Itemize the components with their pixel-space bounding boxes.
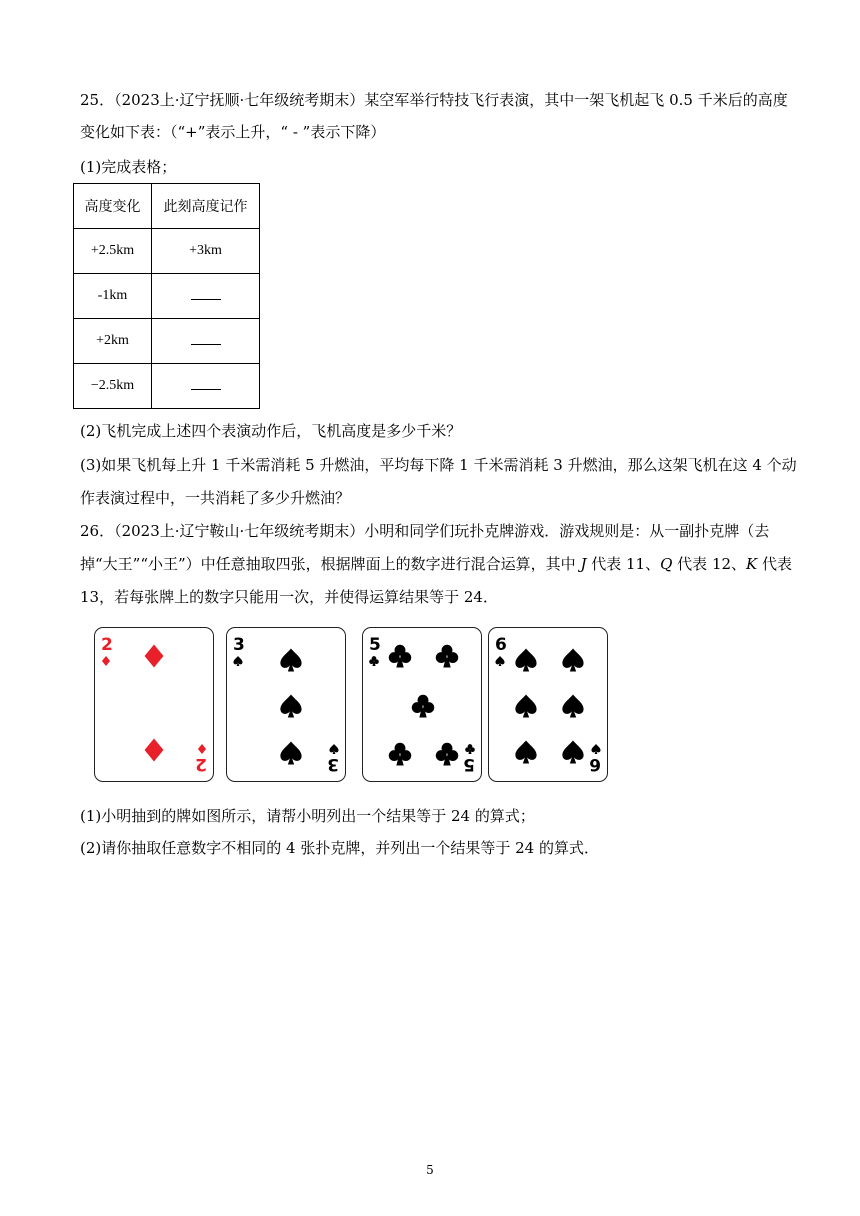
diamond-icon <box>198 744 206 754</box>
club-pip-icon <box>436 645 458 668</box>
card-rank-bottom: 5 <box>463 754 475 774</box>
spade-pip-icon <box>515 740 536 763</box>
cell-change: -1km <box>74 274 152 319</box>
q26-stem-line1: 26．（2023上·辽宁鞍山·七年级统考期末）小明和同学们玩扑克牌游戏．游戏规则是：从一副扑克牌（去 <box>80 522 770 540</box>
letter-j: J <box>580 555 587 573</box>
card-6-spades <box>488 627 608 782</box>
q26-stem-line3: 13，若每张牌上的数字只能用一次，并使得运算结果等于 24． <box>80 588 498 606</box>
spade-pip-icon <box>280 648 301 671</box>
card-3-spades <box>226 627 346 782</box>
table-row <box>74 229 260 274</box>
card-rank-bottom: 2 <box>195 754 207 774</box>
table-row <box>74 364 260 409</box>
card-face <box>227 628 345 781</box>
table-header-row <box>74 184 260 229</box>
spade-pip-icon <box>562 648 583 671</box>
spade-icon <box>329 744 338 754</box>
card-face <box>363 628 481 781</box>
card-5-clubs <box>362 627 482 782</box>
club-pip-icon <box>389 743 411 766</box>
card-rank-top: 3 <box>233 635 245 655</box>
diamond-icon <box>102 656 110 666</box>
card-rank-top: 6 <box>495 635 507 655</box>
table-row <box>74 274 260 319</box>
letter-q: Q <box>660 555 673 573</box>
cell-change: −2.5km <box>74 364 152 409</box>
answer-blank <box>191 332 221 345</box>
spade-icon <box>233 656 242 666</box>
spade-pip-icon <box>280 741 301 764</box>
club-icon <box>369 656 379 666</box>
card-2-diamonds <box>94 627 214 782</box>
q25-subquestion-3-line2: 作表演过程中，一共消耗了多少升燃油？ <box>80 489 351 507</box>
page-number: 5 <box>426 1163 434 1177</box>
spade-pip-icon <box>515 648 536 671</box>
spade-pip-icon <box>562 694 583 717</box>
club-pip-icon <box>389 645 411 668</box>
q25-subquestion-3-line1: (3)如果飞机每上升 1 千米需消耗 5 升燃油，平均每下降 1 千米需消耗 3 升燃油，那么这架飞机在这 4 个动 <box>80 456 797 474</box>
diamond-pip-icon <box>145 738 164 761</box>
answer-blank <box>191 287 221 300</box>
card-rank-top: 2 <box>101 635 113 655</box>
table-row <box>74 319 260 364</box>
card-rank-bottom: 3 <box>327 754 339 774</box>
spade-pip-icon <box>562 740 583 763</box>
header-height-change: 高度变化 <box>74 184 152 229</box>
text-span: 代表 11、 <box>586 555 661 573</box>
cell-change: +2km <box>74 319 152 364</box>
diamond-pip-icon <box>145 644 164 667</box>
card-rank-bottom: 6 <box>589 754 601 774</box>
height-change-table <box>73 183 260 409</box>
cell-change: +2.5km <box>74 229 152 274</box>
spade-pip-icon <box>515 694 536 717</box>
text-span: 掉“大王”“小王”）中任意抽取四张，根据牌面上的数字进行混合运算，其中 <box>80 555 581 573</box>
club-pip-icon <box>436 743 458 766</box>
text-span: 代表 12、 <box>672 555 747 573</box>
spade-pip-icon <box>280 694 301 717</box>
spade-icon <box>591 744 600 754</box>
cell-height-blank <box>152 364 260 409</box>
letter-k: K <box>746 555 758 573</box>
cell-height: +3km <box>152 229 260 274</box>
q26-subquestion-2: (2)请你抽取任意数字不相同的 4 张扑克牌，并列出一个结果等于 24 的算式． <box>80 839 599 857</box>
q25-subquestion-2: (2)飞机完成上述四个表演动作后，飞机高度是多少千米？ <box>80 422 462 440</box>
q26-stem-line2 <box>80 554 792 574</box>
text-span: 代表 <box>757 555 793 573</box>
spade-icon <box>495 656 504 666</box>
cell-height-blank <box>152 319 260 364</box>
club-pip-icon <box>412 695 434 718</box>
q25-subquestion-1: (1)完成表格； <box>80 158 177 176</box>
q25-stem-line1: 25．（2023上·辽宁抚顺·七年级统考期末）某空军举行特技飞行表演，其中一架飞机起飞 0.5 千米后的高度 <box>80 91 788 109</box>
card-face <box>489 628 607 781</box>
answer-blank <box>191 377 221 390</box>
club-icon <box>465 744 475 754</box>
cell-height-blank <box>152 274 260 319</box>
card-rank-top: 5 <box>369 635 381 655</box>
playing-cards-figure <box>94 627 614 784</box>
q25-stem-line2: 变化如下表：（“+”表示上升，“ - ”表示下降） <box>80 123 386 141</box>
header-current-height: 此刻高度记作 <box>152 184 260 229</box>
q26-subquestion-1: (1)小明抽到的牌如图所示，请帮小明列出一个结果等于 24 的算式； <box>80 807 535 825</box>
card-face <box>95 628 213 781</box>
